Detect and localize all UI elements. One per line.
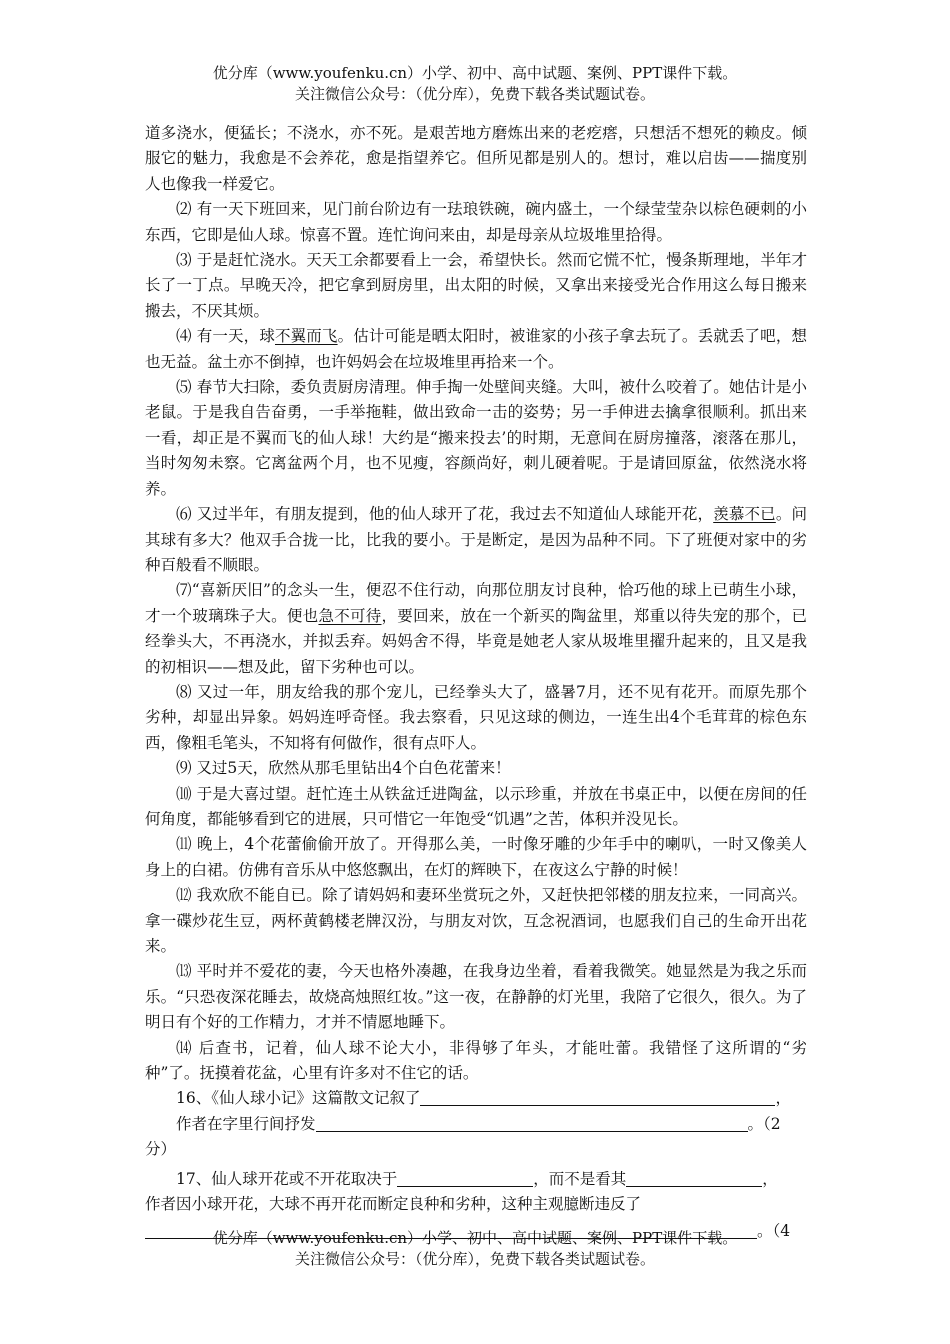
underlined-phrase-buyi-erfei: 不翼而飞	[274, 327, 338, 346]
question-17-answer-blank-2[interactable]	[626, 1170, 762, 1187]
paragraph-3: ⑶ 于是赶忙浇水。天天工余都要看上一会，希望快长。然而它慌不忙，慢条斯理地，半年才长了一丁点。早晚天冷，把它拿到厨房里，出太阳的时候，又拿出来接受光合作用这么每日搬来搬去，不厌其烦。	[145, 251, 807, 320]
question-16-text-b: ，	[775, 1089, 791, 1108]
paragraph-9: ⑼ 又过5天，欣然从那毛里钻出4个白色花蕾来！	[176, 759, 511, 778]
question-16-answer-blank-1[interactable]	[420, 1089, 775, 1106]
paragraph-14: ⒁ 后查书，记着，仙人球不论大小，非得够了年头，才能吐蕾。我错怪了这所谓的“劣种”了。抚摸着花盆，心里有许多对不住它的话。	[145, 1038, 807, 1083]
question-16-answer-blank-2[interactable]	[316, 1115, 748, 1132]
paragraph-2: ⑵ 有一天下班回来，见门前台阶边有一珐琅铁碗，碗内盛土，一个绿莹莹杂以棕色硬刺的小东西，它即是仙人球。惊喜不置。连忙询问来由，却是母亲从垃圾堆里拾得。	[145, 200, 807, 244]
paragraph-4-text-a: ⑷ 有一天，球	[176, 327, 275, 346]
question-16-text-a: 16、《仙人球小记》这篇散文记叙了	[176, 1089, 421, 1108]
paragraph-12: ⑿ 我欢欣不能自已。除了请妈妈和妻环坐赏玩之外，又赶快把邻楼的朋友拉来，一同高兴。拿一碟炒花生豆，两杯黄鹤楼老牌汉汾，与朋友对饮，互念祝酒词，也愿我们自己的生命开出花来。	[145, 886, 807, 955]
paragraph-10: ⑽ 于是大喜过望。赶忙连土从铁盆迁进陶盆，以示珍重，并放在书桌正中，以便在房间的任何角度，都能够看到它的进展，只可惜它一年饱受“饥遇”之苦，体积并没见长。	[145, 784, 807, 828]
paragraph-7	[145, 578, 807, 680]
paragraph-7-text-a: ⑺“喜新厌旧”的念头一生，便忍不住行动，向那位朋友讨良种，恰巧他的球上已萌生小球，才一个玻璃珠子大。便也	[145, 581, 807, 625]
footer-line-1: 优分库（www.youfenku.cn）小学、初中、高中试题、案例、PPT课件下载。	[212, 1229, 738, 1247]
question-17-text-a: 17、仙人球开花或不开花取决于	[176, 1169, 398, 1188]
header-line-1: 优分库（www.youfenku.cn）小学、初中、高中试题、案例、PPT课件下载。	[212, 64, 738, 82]
header-line-2: 关注微信公众号：（优分库），免费下载各类试题试卷。	[294, 85, 655, 103]
page-header	[0, 63, 950, 105]
paragraph-4-text-b: 。估计可能是晒太阳时，被谁家的小孩子拿去玩了。丢就丢了吧，想也无益。盆土亦不倒掉，也许妈妈会在垃圾堆里再拾来一个。	[145, 327, 807, 371]
paragraph-4	[145, 324, 807, 375]
question-17-answer-blank-1[interactable]	[397, 1170, 533, 1187]
paragraph-6	[145, 502, 807, 578]
question-16-text-c: 作者在字里行间抒发	[176, 1114, 316, 1133]
footer-line-2: 关注微信公众号：（优分库），免费下载各类试题试卷。	[294, 1250, 655, 1268]
question-16-text-e: 分）	[145, 1140, 177, 1159]
paragraph-0: 道多浇水，便猛长；不浇水，亦不死。是艰苦地方磨炼出来的老疙瘩，只想活不想死的赖皮。倾服它的魅力，我愈是不会养花，愈是指望养它。但所见都是别人的。想讨，难以启齿——揣度别人也像我一样爱它。	[145, 124, 807, 193]
article-body	[145, 121, 807, 1245]
underlined-phrase-xianmu-buyi: 羡慕不已	[713, 505, 776, 524]
underlined-phrase-jibu-kedai: 急不可待	[318, 606, 382, 625]
paragraph-13: ⒀ 平时并不爱花的妻，今天也格外凑趣，在我身边坐着，看着我微笑。她显然是为我之乐而乐。“只恐夜深花睡去，故烧高烛照红妆。”这一夜，在静静的灯光里，我陪了它很久，很久。为了明日有个好的工作精力，才并不情愿地睡下。	[145, 962, 807, 1032]
paragraph-11: ⑾ 晚上，4个花蕾偷偷开放了。开得那么美，一时像牙雕的少年手中的喇叭，一时又像美人身上的白裙。仿佛有音乐从中悠悠飘出，在灯的辉映下，在夜这么宁静的时候！	[145, 835, 807, 879]
paragraph-8: ⑻ 又过一年，朋友给我的那个宠儿，已经拳头大了，盛暑7月，还不见有花开。而原先那个劣种，却显出异象。妈妈连呼奇怪。我去察看，只见这球的侧边，一连生出4个毛茸茸的棕色东西，像粗毛笔头，不知将有何做作，很有点吓人。	[145, 682, 807, 752]
question-16	[145, 1086, 807, 1162]
question-17-text-c: ，	[762, 1169, 778, 1188]
question-17-text-e: 。（4	[757, 1222, 791, 1241]
question-17-text-d: 作者因小球开花，大球不再开花而断定良种和劣种，这种主观臆断违反了	[145, 1195, 642, 1214]
paragraph-7-text-b: ，要回来，放在一个新买的陶盆里，郑重以待失宠的那个，已经拳头大，不再浇水，并拟丢弃。妈妈舍不得，毕竟是她老人家从圾堆里擢升起来的，且又是我的初相识——想及此，留下劣种也可以。	[145, 606, 807, 676]
question-16-text-d: 。（2	[747, 1114, 781, 1133]
page-footer	[0, 1228, 950, 1270]
paragraph-6-text-a: ⑹ 又过半年，有朋友提到，他的仙人球开了花，我过去不知道仙人球能开花，	[176, 505, 714, 524]
paragraph-5: ⑸ 春节大扫除，委负责厨房清理。伸手掏一处壁间夹缝。大叫，被什么咬着了。她估计是小老鼠。于是我自告奋勇，一手举拖鞋，做出致命一击的姿势；另一手伸进去擒拿很顺利。抓出来一看，却正是不翼而飞的仙人球！大约是“搬来投去’的时期，无意间在厨房撞落，滚落在那儿，当时匆匆未察。它离盆两个月，也不见瘦，容颜尚好，刺儿硬着呢。于是请回原盆，依然浇水将养。	[145, 378, 807, 498]
paragraph-6-text-b: 。问其球有多大？他双手合拢一比，比我的要小。于是断定，是因为品种不同。下了班便对家中的劣种百般看不顺眼。	[145, 505, 807, 574]
question-17-text-b: ，而不是看其	[533, 1169, 627, 1188]
